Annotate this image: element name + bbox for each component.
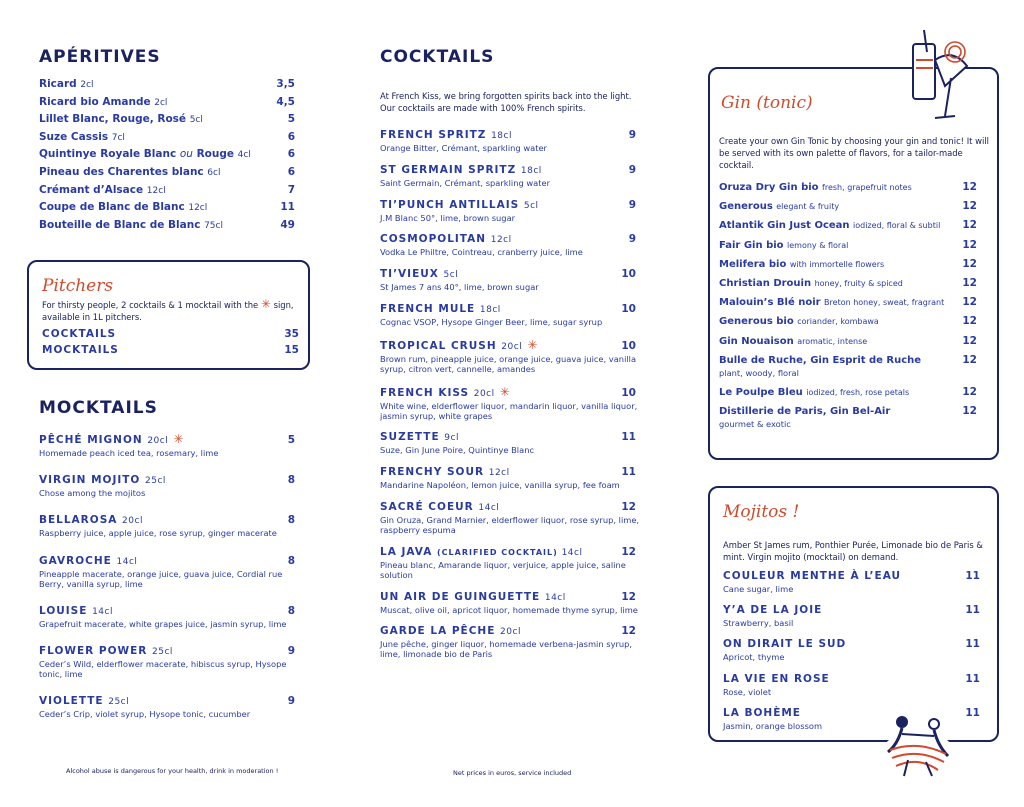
cocktail-name: SACRÉ COEUR 14cl [380, 500, 500, 513]
gin-notes: honey, fruity & spiced [814, 278, 903, 288]
gin-row [719, 405, 977, 429]
aperitive-price: 7 [287, 183, 295, 196]
gin-price: 12 [962, 200, 977, 213]
cocktail-description: June pêche, ginger liquor, homemade verbena-jasmin syrup, lime, limonade bio de Paris [380, 639, 633, 660]
cocktail [380, 385, 636, 421]
gin-row [719, 239, 977, 251]
cocktail-price: 12 [621, 590, 636, 603]
mocktail [39, 695, 295, 719]
mocktail-volume: 20cl [122, 516, 143, 527]
gin-name: Malouin’s Blé noir Breton honey, sweat, fragrant [719, 297, 945, 309]
cocktail-description: Cognac VSOP, Hysope Ginger Beer, lime, sugar syrup [380, 316, 603, 327]
cocktail [380, 466, 636, 490]
aperitive-volume: 2cl [154, 97, 168, 108]
cocktail-description: Muscat, olive oil, apricot liquor, homemade thyme syrup, lime [380, 604, 638, 615]
pitcher-row [42, 328, 299, 344]
prices-note: Net prices in euros, service included [453, 769, 572, 777]
mojito-name: COULEUR MENTHE À L’EAU [723, 570, 902, 582]
aperitive-name: Quintinye Royale Blanc ou Rouge 4cl [39, 148, 251, 161]
gin-box [708, 67, 999, 460]
cocktail-name: SUZETTE 9cl [380, 431, 459, 444]
gin-title: Gin (tonic) [721, 93, 813, 113]
gin-row-head [719, 219, 977, 231]
mojito-name: Y’A DE LA JOIE [723, 604, 823, 617]
aperitive-volume: 7cl [111, 132, 125, 143]
mocktail-head [39, 474, 295, 486]
cocktail-description: Orange Bitter, Crémant, sparkling water [380, 143, 547, 153]
gin-price: 12 [962, 276, 977, 289]
cocktail-price: 12 [621, 545, 636, 558]
cocktail-volume: 20cl [501, 341, 523, 352]
aperitive-row [39, 131, 295, 149]
mojito-head [723, 638, 980, 650]
cocktail-head [380, 591, 636, 603]
gin-notes: iodized, fresh, rose petals [806, 387, 910, 397]
gin-name: Christian Drouin honey, fruity & spiced [719, 277, 903, 289]
cocktail-price: 12 [621, 625, 636, 638]
cocktail [380, 591, 636, 615]
gin-name: Distillerie de Paris, Gin Bel-Air [719, 405, 891, 417]
cocktail-name: TROPICAL CRUSH 20cl ✳ [380, 337, 539, 352]
mocktail-price: 8 [287, 514, 295, 527]
cocktail-name: ST GERMAIN SPRITZ 18cl [380, 163, 542, 176]
aperitive-name: Suze Cassis 7cl [39, 130, 125, 143]
mocktail-description: Chose among the mojitos [39, 488, 146, 499]
cocktail-head [380, 233, 636, 245]
mocktail-price: 9 [287, 695, 295, 708]
mocktails-title: MOCKTAILS [39, 398, 158, 418]
cocktail-head [380, 431, 636, 443]
cocktail [380, 233, 636, 257]
gin-price: 12 [962, 296, 977, 309]
mocktail-name: BELLAROSA 20cl [39, 514, 143, 527]
gin-name: Bulle de Ruche, Gin Esprit de Ruche [719, 354, 922, 366]
gin-row-head [719, 277, 977, 289]
cocktail-volume: 18cl [520, 165, 542, 176]
mojito-name: LA VIE EN ROSE [723, 672, 830, 685]
cocktail-volume: 5cl [523, 200, 539, 211]
mocktail-price: 8 [287, 604, 295, 617]
mojito-price: 11 [965, 570, 980, 582]
gin-intro: Create your own Gin Tonic by choosing your gin and tonic! It will be served with its own palette of flavors, for a tailor-made cocktail. [719, 136, 989, 170]
mojito [723, 570, 980, 594]
mocktail [39, 555, 295, 589]
mocktail-volume: 14cl [92, 606, 113, 617]
cocktail-price: 10 [621, 302, 636, 315]
cocktail-description: Gin Oruza, Grand Marnier, elderflower liquor, rose syrup, lime, raspberry espuma [380, 514, 640, 535]
mojito-head [723, 604, 980, 616]
aperitive-row [39, 148, 295, 166]
aperitive-name-ou: ou [179, 148, 193, 161]
aperitive-name: Ricard bio Amande 2cl [39, 95, 168, 108]
mojito [723, 638, 980, 662]
gin-name: Generous bio coriander, kombawa [719, 316, 879, 328]
star-icon: ✳ [522, 337, 539, 352]
mocktail-head [39, 645, 295, 657]
aperitive-volume: 4cl [237, 150, 251, 161]
cocktail-name: TI’VIEUX 5cl [380, 268, 459, 281]
mojito-head [723, 673, 980, 685]
aperitive-row [39, 96, 295, 114]
gin-row-head [719, 335, 977, 347]
gin-notes: Breton honey, sweat, fragrant [824, 298, 945, 308]
aperitives-list [39, 78, 295, 236]
aperitive-volume: 12cl [188, 203, 208, 214]
gin-price: 12 [962, 315, 977, 328]
cocktail-glasses-illustration [905, 30, 975, 125]
cocktail-price: 10 [621, 339, 636, 352]
gin-name: Le Poulpe Bleu iodized, fresh, rose petals [719, 386, 910, 398]
gin-row-head [719, 315, 977, 327]
pitchers-box [27, 260, 310, 370]
gin-row-head [719, 258, 977, 270]
gin-notes: lemony & floral [787, 240, 849, 250]
gin-row [719, 219, 977, 231]
aperitive-price: 4,5 [276, 95, 295, 108]
mojito-head [723, 570, 980, 582]
mojito-name: LA BOHÈME [723, 706, 801, 719]
gin-row [719, 181, 977, 193]
gin-notes: iodized, floral & subtil [853, 221, 941, 231]
aperitive-price: 6 [287, 165, 295, 178]
aperitives-title: APÉRITIVES [39, 47, 161, 67]
mocktail-description: Grapefruit macerate, white grapes juice, jasmin syrup, lime [39, 618, 287, 629]
mocktail-name: VIRGIN MOJITO 25cl [39, 474, 166, 487]
mocktail-head [39, 514, 295, 526]
gin-price: 12 [962, 404, 977, 417]
mocktail-head [39, 555, 295, 567]
mocktail-head [39, 432, 295, 446]
aperitive-name: Ricard 2cl [39, 78, 94, 90]
mocktail-price: 9 [287, 644, 295, 657]
cocktail-price: 9 [628, 163, 636, 176]
gin-list [719, 181, 977, 437]
cocktail-price: 10 [621, 386, 636, 399]
cocktail-name: FRENCH MULE 18cl [380, 302, 501, 315]
aperitive-name: Coupe de Blanc de Blanc 12cl [39, 201, 208, 214]
mocktail-price: 8 [287, 474, 295, 487]
gin-row [719, 386, 977, 398]
cocktails-list [380, 129, 640, 670]
cocktail-volume: 18cl [491, 131, 512, 141]
cocktail [380, 431, 636, 455]
mocktail-description: Pineapple macerate, orange juice, guava juice, Cordial rue Berry, vanilla syrup, lime [39, 568, 283, 589]
mojitos-box [708, 486, 999, 742]
gin-notes: elegant & fruity [776, 202, 840, 212]
mojito-price: 11 [965, 604, 980, 617]
cocktail-head [380, 268, 636, 280]
mojito-description: Jasmin, orange blossom [723, 720, 823, 731]
aperitive-name: Lillet Blanc, Rouge, Rosé 5cl [39, 113, 203, 126]
mojito [723, 673, 980, 697]
gin-row-head [719, 239, 977, 251]
cocktail [380, 199, 636, 223]
cocktail-volume: 5cl [443, 270, 459, 281]
cocktail-description: Pineau blanc, Amarande liquor, verjuice, apple juice, saline solution [380, 559, 626, 580]
cocktail-description: Mandarine Napoléon, lemon juice, vanilla syrup, fee foam [380, 480, 620, 491]
gin-row [719, 315, 977, 327]
cocktail [380, 164, 636, 188]
pitchers-list [42, 328, 299, 360]
gin-notes: coriander, kombawa [797, 317, 879, 327]
star-icon: ✳ [260, 297, 271, 311]
gin-name: Fair Gin bio lemony & floral [719, 239, 849, 251]
gin-name: Gin Nouaison aromatic, intense [719, 335, 868, 347]
mojito-description: Rose, violet [723, 686, 772, 697]
pitcher-price: 35 [284, 328, 299, 340]
mocktail-price: 5 [287, 434, 295, 446]
gin-notes: with immortelle flowers [789, 259, 885, 269]
cocktail-description: J.M Blanc 50°, lime, brown sugar [380, 212, 516, 223]
gin-notes: aromatic, intense [797, 336, 868, 346]
pitchers-intro: For thirsty people, 2 cocktails & 1 mocktail with the ✳ sign, available in 1L pitchers. [42, 297, 294, 322]
aperitive-row [39, 201, 295, 219]
aperitive-price: 6 [287, 148, 295, 161]
mocktail-description: Ceder’s Crip, violet syrup, Hysope tonic, cucumber [39, 709, 251, 720]
cocktails-intro: At French Kiss, we bring forgotten spirits back into the light. Our cocktails are made with 100% French spirits. [380, 91, 632, 113]
aperitive-price: 5 [287, 113, 295, 126]
mocktail [39, 605, 295, 629]
aperitive-row [39, 219, 295, 237]
gin-row [719, 258, 977, 270]
mojitos-intro: Amber St James rum, Ponthier Purée, Limonade bio de Paris & mint. Virgin mojito (mocktail) on demand. [723, 540, 983, 562]
pitchers-title: Pitchers [42, 276, 114, 296]
mocktail-name: PÊCHÉ MIGNON 20cl ✳ [39, 432, 185, 446]
cocktail-price: 9 [628, 233, 636, 246]
gin-row-head [719, 200, 977, 212]
mojito-price: 11 [965, 672, 980, 685]
mocktail-volume: 25cl [108, 697, 130, 708]
cocktail [380, 500, 640, 535]
cocktail-price: 10 [621, 268, 636, 281]
cocktail-price: 9 [628, 198, 636, 211]
gin-price: 12 [962, 353, 977, 366]
mojito-price: 11 [965, 638, 980, 651]
aperitive-row [39, 113, 295, 131]
gin-price: 12 [962, 238, 977, 251]
cocktail-tag: (CLARIFIED COCKTAIL) [437, 547, 562, 557]
cocktail-head [380, 338, 636, 352]
mojito-price: 11 [965, 706, 980, 719]
cocktail-name: TI’PUNCH ANTILLAIS 5cl [380, 198, 539, 211]
gin-price: 12 [962, 257, 977, 270]
aperitive-row [39, 184, 295, 202]
cocktail [380, 268, 636, 292]
cocktail-head [380, 466, 636, 478]
pitcher-price: 15 [284, 344, 299, 356]
aperitive-volume: 12cl [146, 185, 166, 196]
mocktail-name: LOUISE 14cl [39, 604, 113, 617]
cocktail-price: 12 [621, 500, 636, 513]
gin-row-head [719, 354, 977, 366]
mojito-description: Apricot, thyme [723, 652, 785, 663]
mocktail-head [39, 605, 295, 617]
mocktail [39, 514, 295, 538]
aperitive-name: Crémant d’Alsace 12cl [39, 183, 166, 196]
cocktail [380, 625, 636, 659]
cocktail-price: 11 [621, 431, 636, 444]
cocktail-name: COSMOPOLITAN 12cl [380, 233, 512, 246]
cocktail-price: 9 [628, 129, 636, 141]
pitcher-name: MOCKTAILS [42, 344, 119, 356]
aperitive-volume: 2cl [80, 80, 94, 90]
mocktail-description: Homemade peach iced tea, rosemary, lime [39, 448, 219, 458]
cocktail-head [380, 199, 636, 211]
gin-price: 12 [962, 334, 977, 347]
cocktail [380, 129, 636, 153]
gin-name: Melifera bio with immortelle flowers [719, 258, 885, 270]
mocktail-volume: 25cl [152, 646, 173, 657]
cocktail-description: Brown rum, pineapple juice, orange juice, guava juice, vanilla syrup, citron vert, cannelle, amandes [380, 353, 637, 374]
gin-name: Atlantik Gin Just Ocean iodized, floral & subtil [719, 220, 941, 232]
aperitive-row [39, 166, 295, 184]
aperitive-name: Pineau des Charentes blanc 6cl [39, 165, 221, 178]
aperitive-row [39, 78, 295, 96]
gin-name: Oruza Dry Gin bio fresh, grapefruit notes [719, 182, 912, 193]
cocktail-head [380, 385, 636, 399]
gin-row [719, 354, 977, 378]
dancers-illustration [878, 710, 958, 778]
mocktail-description: Raspberry juice, apple juice, rose syrup, ginger macerate [39, 528, 277, 539]
cocktail-volume: 14cl [478, 502, 500, 513]
gin-notes: gourmet & exotic [719, 418, 791, 429]
cocktail-volume: 12cl [490, 235, 512, 246]
cocktail-volume: 14cl [561, 547, 583, 558]
aperitive-price: 49 [280, 218, 295, 231]
mocktail-volume: 20cl [147, 436, 169, 446]
cocktail-description: White wine, elderflower liquor, mandarin liquor, vanilla liquor, jasmin syrup, white grapes [380, 400, 638, 421]
gin-row-head [719, 181, 977, 193]
aperitive-price: 6 [287, 130, 295, 143]
cocktail-name: UN AIR DE GUINGUETTE 14cl [380, 590, 566, 603]
pitcher-name: COCKTAILS [42, 328, 117, 340]
cocktail-volume: 9cl [444, 433, 459, 444]
aperitive-volume: 5cl [189, 115, 203, 126]
cocktail-volume: 14cl [544, 592, 566, 603]
mocktail-description: Ceder’s Wild, elderflower macerate, hibiscus syrup, Hysope tonic, lime [39, 658, 287, 679]
cocktail-volume: 18cl [479, 304, 501, 315]
gin-notes: fresh, grapefruit notes [822, 183, 912, 192]
mocktail-name: FLOWER POWER 25cl [39, 644, 173, 657]
cocktail-head [380, 129, 636, 141]
mojitos-title: Mojitos ! [723, 502, 800, 522]
gin-row-head [719, 405, 977, 417]
mojito-description: Strawberry, basil [723, 618, 794, 629]
mojito [723, 604, 980, 628]
mocktail-volume: 25cl [145, 476, 166, 487]
aperitive-volume: 6cl [207, 167, 221, 178]
gin-row [719, 296, 977, 308]
cocktail-name: FRENCH SPRITZ 18cl [380, 129, 512, 141]
aperitive-price: 11 [280, 201, 295, 214]
cocktail-head [380, 164, 636, 176]
gin-row-head [719, 386, 977, 398]
cocktail-volume: 20cl [500, 627, 521, 638]
mocktail [39, 645, 295, 679]
mocktails-list [39, 432, 295, 735]
cocktail-head [380, 625, 636, 637]
mocktail-head [39, 695, 295, 707]
cocktail-name: FRENCH KISS 20cl ✳ [380, 384, 511, 399]
cocktail-head [380, 546, 636, 558]
health-warning: Alcohol abuse is dangerous for your health, drink in moderation ! [66, 767, 279, 775]
aperitive-name: Bouteille de Blanc de Blanc 75cl [39, 218, 223, 231]
mocktail [39, 474, 295, 498]
gin-price: 12 [962, 385, 977, 398]
gin-name: Generous elegant & fruity [719, 201, 840, 213]
mocktail-volume: 14cl [116, 556, 138, 567]
star-icon: ✳ [168, 432, 185, 446]
gin-price: 12 [962, 181, 977, 193]
cocktail-description: Suze, Gin June Poire, Quintinye Blanc [380, 445, 535, 456]
cocktail-description: Vodka Le Philtre, Cointreau, cranberry juice, lime [380, 247, 583, 258]
aperitive-volume: 75cl [204, 220, 223, 231]
mocktail-price: 8 [287, 554, 295, 567]
gin-row [719, 277, 977, 289]
mocktail-name: GAVROCHE 14cl [39, 554, 138, 567]
pitcher-row [42, 344, 299, 360]
aperitive-price: 3,5 [276, 78, 295, 90]
cocktail-name: LA JAVA (CLARIFIED COCKTAIL) 14cl [380, 545, 583, 558]
gin-row-head [719, 296, 977, 308]
cocktail-name: FRENCHY SOUR 12cl [380, 466, 510, 479]
gin-price: 12 [962, 219, 977, 232]
cocktail [380, 303, 636, 327]
mocktail [39, 432, 295, 458]
cocktail-description: Saint Germain, Crémant, sparkling water [380, 177, 550, 188]
mocktail-name: VIOLETTE 25cl [39, 695, 130, 708]
cocktail-head [380, 303, 636, 315]
cocktail-name: GARDE LA PÊCHE 20cl [380, 625, 521, 638]
gin-row [719, 335, 977, 347]
mojito-description: Cane sugar, lime [723, 584, 794, 594]
mojito-name: ON DIRAIT LE SUD [723, 638, 847, 651]
cocktail-volume: 12cl [488, 468, 510, 479]
cocktail-price: 11 [621, 466, 636, 479]
star-icon: ✳ [494, 384, 511, 399]
cocktail-description: St James 7 ans 40°, lime, brown sugar [380, 282, 539, 293]
cocktails-title: COCKTAILS [380, 47, 495, 67]
cocktail [380, 338, 636, 374]
gin-notes: plant, woody, floral [719, 367, 799, 378]
cocktail [380, 546, 636, 580]
cocktail-volume: 20cl [473, 388, 495, 399]
gin-row [719, 200, 977, 212]
cocktail-head [380, 501, 636, 513]
